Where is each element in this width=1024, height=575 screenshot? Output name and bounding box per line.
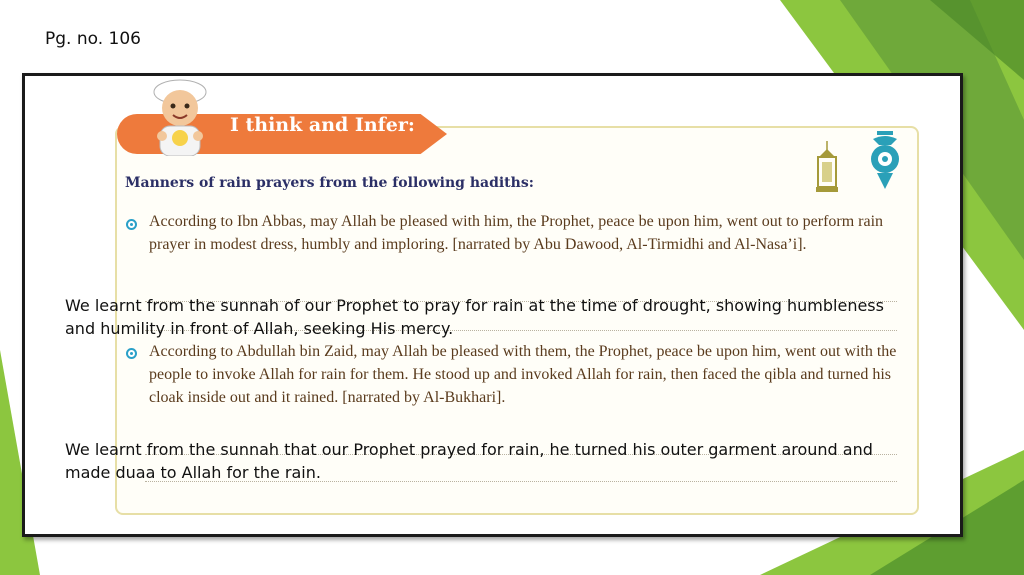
section-banner-title: I think and Infer: — [230, 114, 415, 136]
hadith-2: According to Abdullah bin Zaid, may Allah be pleased with them, the Prophet, peace be upon him, went out with the people to invoke Allah for rain for them. He stood up and invoked Allah for rain, then faced the qibla and turned his cloak inside out and it rained. [narrated by Al-Bukhari]. — [149, 343, 897, 406]
hadith-1: According to Ibn Abbas, may Allah be pleased with him, the Prophet, peace be upon him, went out to perform rain prayer in modest dress, humbly and imploring. [narrated by Abu Dawood, Al-Tirmidhi and Al-Nasa’i]. — [149, 213, 884, 253]
textbook-scan-frame — [22, 73, 963, 537]
section-heading: Manners of rain prayers from the following hadiths: — [125, 175, 534, 191]
bullet-icon — [126, 219, 137, 230]
answer-2: We learnt from the sunnah that our Prophet prayed for rain, he turned his outer garment around and made duaa to Allah for the rain. — [65, 440, 873, 482]
bullet-icon — [126, 348, 137, 359]
boy-mascot-icon — [140, 76, 220, 156]
page-number: Pg. no. 106 — [45, 29, 141, 49]
answer-1: We learnt from the sunnah of our Prophet to pray for rain at the time of drought, showing humbleness and humility in front of Allah, seeking His mercy. — [65, 296, 884, 338]
lamp-icon — [865, 131, 905, 193]
lantern-icon — [815, 141, 839, 201]
